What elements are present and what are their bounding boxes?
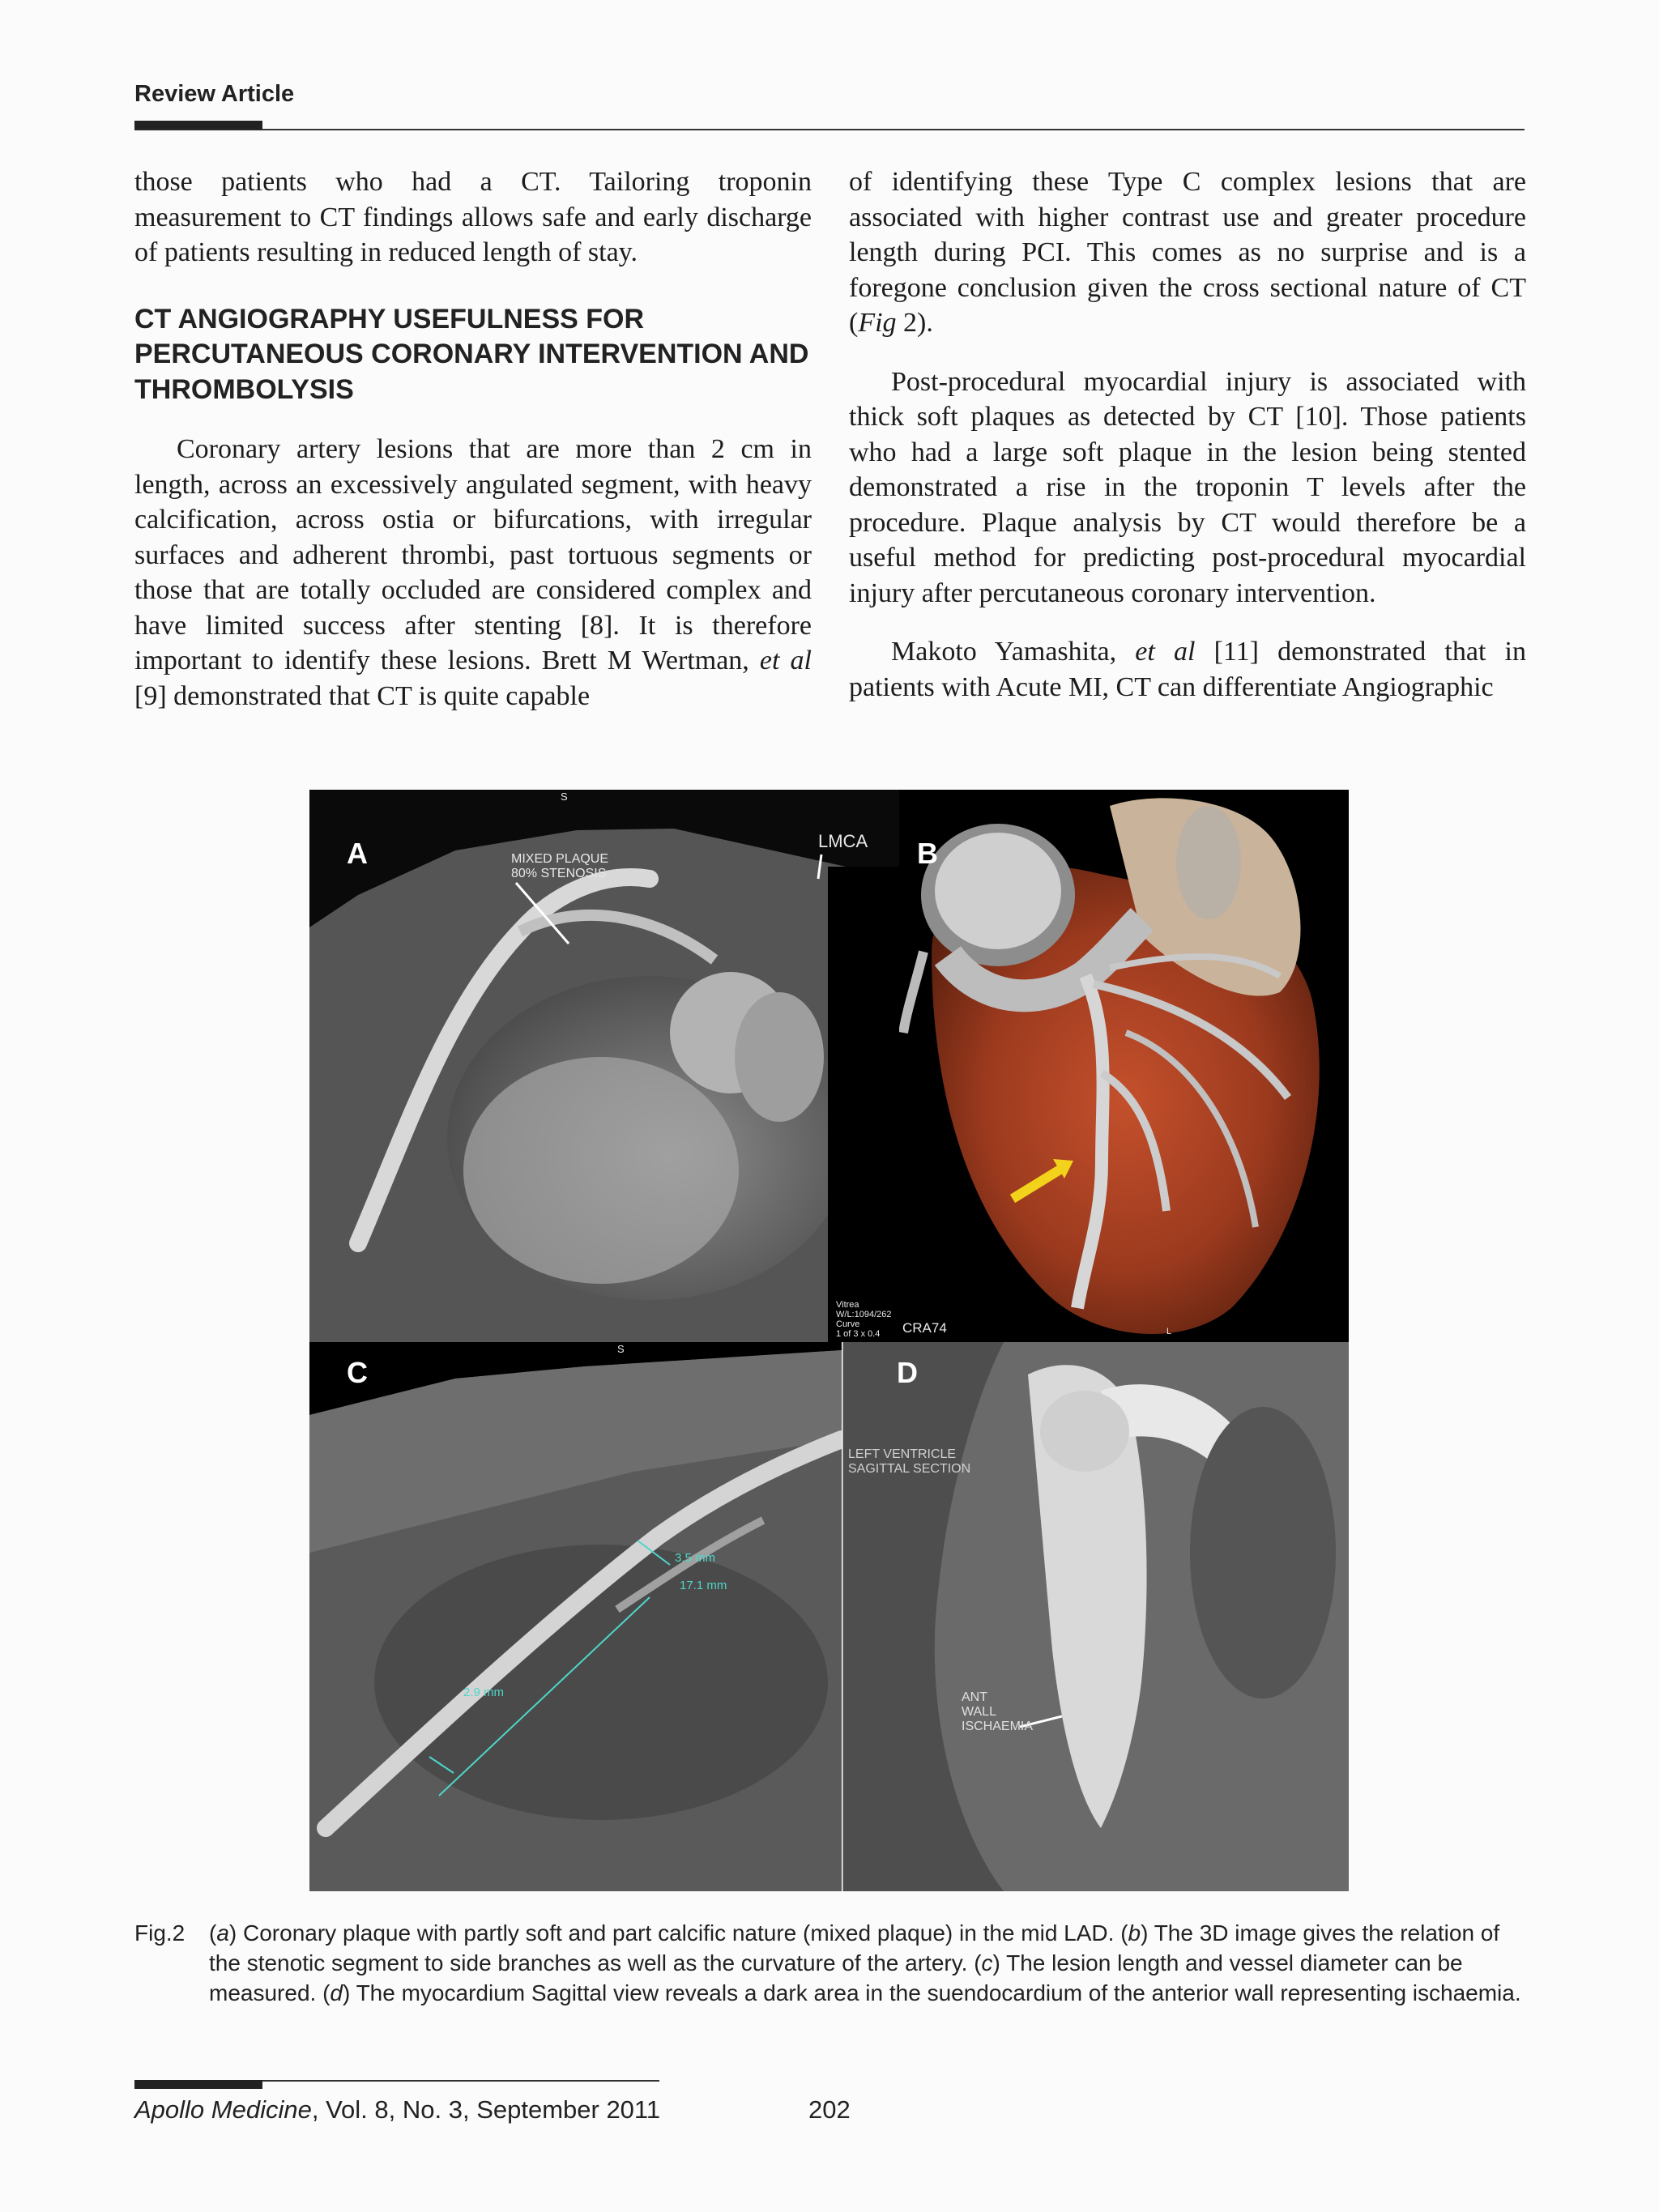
- sagittal-section-label: LEFT VENTRICLE SAGITTAL SECTION: [848, 1447, 971, 1476]
- left-column: [134, 164, 812, 714]
- section-heading: CT ANGIOGRAPHY USEFULNESS FOR PERCUTANEOUS CORONARY INTERVENTION AND THROMBOLYSIS: [134, 303, 809, 405]
- panel-ref-b: b: [1128, 1920, 1141, 1946]
- right-column: [849, 164, 1526, 705]
- panel-c-orientation-marker: S: [617, 1343, 625, 1355]
- page-number: 202: [808, 2095, 851, 2124]
- figure-2: [309, 790, 1349, 1891]
- panel-a-ct-curved-mpr: [309, 790, 901, 1342]
- panel-b-3d-rendering: [899, 790, 1349, 1342]
- caption-text: (a) Coronary plaque with partly soft and part calcific nature (mixed plaque) in the mid LAD. (b) The 3D image gives the relation of the stenotic segment to side branches as well as the curvature of the artery. (c) The lesion length and vessel diameter can be measured. (d) The myocardium Sagittal view reveals a dark area in the suendocardium of the anterior wall representing ischaemia.: [209, 1920, 1521, 2005]
- panel-b-label: B: [917, 837, 938, 870]
- figure-caption: [134, 1918, 1525, 2008]
- right-paragraph-2: Post-procedural myocardial injury is associated with thick soft plaques as detected by CT [10]. Those patients who had a large soft plaque in the lesion being stented demonstrated a rise in the troponin T levels after the procedure. Plaque analysis by CT would therefore be a useful method for predicting post-procedural myocardial injury after percutaneous coronary intervention.: [849, 366, 1526, 608]
- panel-ref-d: d: [330, 1980, 343, 2005]
- panel-d-label: D: [897, 1356, 918, 1389]
- running-head: Review Article: [134, 81, 295, 107]
- left-paragraph-1: those patients who had a CT. Tailoring troponin measurement to CT findings allows safe and early discharge of patients resulting in reduced length of stay.: [134, 167, 812, 267]
- panel-ref-c: c: [981, 1950, 993, 1975]
- journal-name: Apollo Medicine: [134, 2095, 312, 2124]
- panel-c-image: [309, 1342, 842, 1891]
- diameter-measure-2: 2.9 mm: [463, 1686, 505, 1699]
- panel-a-label: A: [347, 837, 368, 870]
- right-paragraph-3: Makoto Yamashita, et al [11] demonstrated that in patients with Acute MI, CT can differentiate Angiographic: [849, 637, 1527, 702]
- panel-b-corner-marker: L: [1166, 1327, 1172, 1336]
- viewer-info-text: Vitrea W/L:1094/262 Curve 1 of 3 x 0.4: [836, 1300, 892, 1339]
- et-al-italic: et al: [759, 646, 812, 676]
- header-rule-accent: [134, 121, 262, 130]
- panel-c-label: C: [347, 1356, 368, 1389]
- panel-a-orientation-marker: S: [561, 791, 568, 803]
- panel-b-image: [899, 790, 1349, 1342]
- footer-citation: Apollo Medicine, Vol. 8, No. 3, September 2011: [134, 2095, 661, 2124]
- right-paragraph-1: of identifying these Type C complex lesions that are associated with higher contrast use and greater procedure length during PCI. This comes as no surprise and is a foregone conclusion given the cross sectional nature of CT (Fig 2).: [849, 167, 1526, 338]
- header-rule: [134, 129, 1525, 130]
- mixed-plaque-annotation: MIXED PLAQUE 80% STENOSIS: [511, 852, 609, 880]
- panel-d-image: [842, 1342, 1349, 1891]
- diameter-measure-1: 3.5 mm: [675, 1551, 716, 1565]
- et-al-italic: et al: [1135, 637, 1196, 667]
- panel-ref-a: a: [216, 1920, 229, 1946]
- footer-rule-accent: [134, 2080, 262, 2089]
- panel-d-sagittal-section: [842, 1342, 1349, 1891]
- lesion-length-measure: 17.1 mm: [680, 1579, 727, 1592]
- fig-italic: Fig: [858, 308, 897, 338]
- panel-c-vessel-measurement: [309, 1342, 842, 1891]
- ischaemia-annotation: ANT WALL ISCHAEMIA: [962, 1690, 1034, 1733]
- figure-label: Fig.2: [134, 1920, 186, 1946]
- left-paragraph-2: Coronary artery lesions that are more than 2 cm in length, across an excessively angulated segment, with heavy calcification, across ostia or bifurcations, with irregular surfaces and adherent thrombi, past tortuous segments or those that are totally occluded are considered complex and have limited success after stenting [8]. It is therefore important to identify these lesions. Brett M Wertman, et al [9] demonstrated that CT is quite capable: [134, 434, 812, 711]
- view-angle-label: CRA74: [902, 1320, 947, 1336]
- lmca-label: LMCA: [818, 831, 868, 851]
